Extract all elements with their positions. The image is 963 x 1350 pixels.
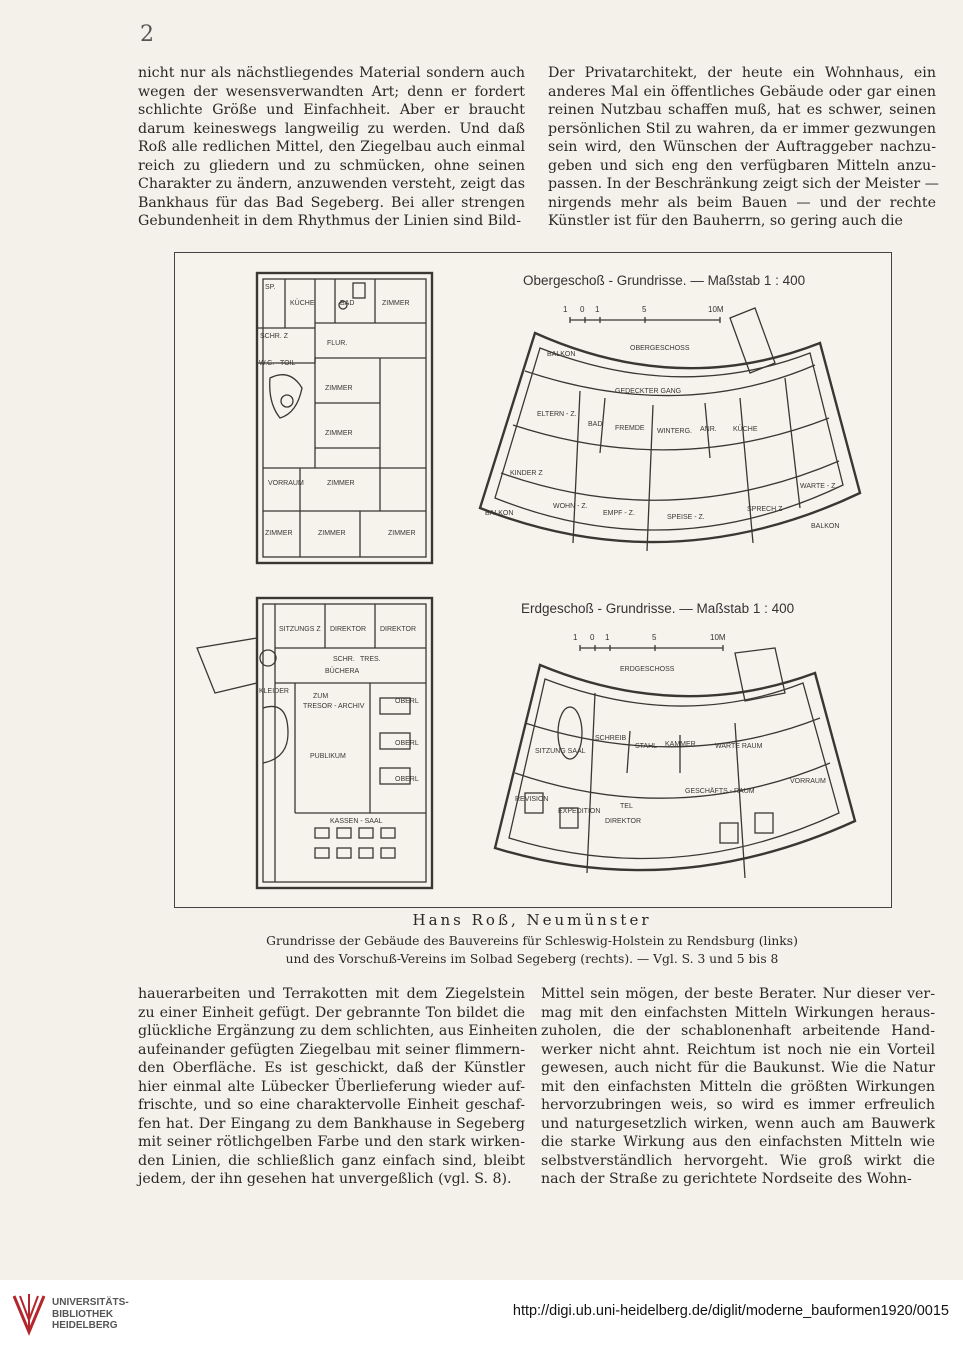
library-name-line: BIBLIOTHEK [52,1308,114,1320]
scale-mark: 1 [573,633,578,642]
text-line: passen. In der Beschränkung zeigt sich der Meister — [548,176,939,192]
svg-text:FREMDE: FREMDE [615,425,645,432]
svg-text:KLEIDER: KLEIDER [259,688,289,695]
column-top-right [548,64,939,231]
text-line: hervorzubringen weis, so wird es immer erfreulich [541,1097,935,1113]
svg-text:SPEISE - Z.: SPEISE - Z. [667,514,705,521]
svg-text:KÜCHE: KÜCHE [733,426,758,433]
svg-text:BALKON: BALKON [811,523,840,530]
footer [0,1280,963,1350]
text-line: werker nicht ahnt. Reichtum ist noch nie ein Vorteil [541,1041,935,1058]
svg-text:REVISION: REVISION [515,796,549,803]
svg-text:ZIMMER: ZIMMER [388,530,416,537]
text-line: zu einer Einheit gefügt. Der gebrannte Ton bildet die [138,1004,525,1021]
svg-text:KÜCHE: KÜCHE [290,300,315,307]
svg-text:TOIL: TOIL [280,360,296,367]
text-line: hauerarbeiten und Terrakotten mit dem Ziegelstein [138,986,525,1002]
caption-line: und des Vorschuß-Vereins im Solbad Segeberg (rechts). — Vgl. S. 3 und 5 bis 8 [285,952,779,966]
text-line: mit seiner rötlichgelben Farbe und den stark wirken- [138,1134,525,1150]
upper-plan-title: Obergeschoß - Grundrisse. — Maßstab 1 : 400 [523,273,806,288]
scale-mark: 10M [708,305,724,314]
scale-mark: 5 [652,633,657,642]
svg-text:TEL: TEL [620,803,633,810]
column-bottom-left [138,985,538,1189]
text-line: schlichte Größe und Einfachheit. Aber er braucht [138,102,525,118]
svg-text:WARTE RAUM: WARTE RAUM [715,743,763,750]
svg-text:TRES.: TRES. [360,656,381,663]
text-line: den Oberfläche. Es ist geschickt, daß der Künstler [138,1060,525,1076]
svg-text:BÜCHERA: BÜCHERA [325,668,360,675]
svg-text:WOHN - Z.: WOHN - Z. [553,503,588,510]
library-name [52,1297,129,1332]
text-line: frischte, und so eine charaktervolle Einheit geschaf- [138,1097,525,1113]
scale-mark: 0 [580,305,585,314]
scale-mark: 1 [595,305,600,314]
floor-plan-figure [174,252,892,908]
caption-line: Grundrisse der Gebäude des Bauvereins für Schleswig-Holstein zu Rendsburg (links) [266,934,798,948]
svg-text:KINDER Z: KINDER Z [510,470,543,477]
svg-text:DIREKTOR: DIREKTOR [605,818,642,825]
text-line: Künstler ist für den Bauherrn, so gering auch die [548,213,903,229]
lower-plan-title: Erdgeschoß - Grundrisse. — Maßstab 1 : 400 [521,601,795,616]
svg-text:SCHR.: SCHR. [333,656,355,663]
svg-text:GEDECKTER GANG: GEDECKTER GANG [615,388,682,395]
library-name-line: UNIVERSITÄTS- [52,1297,129,1308]
text-line: die starke Wirkung aus den einfachsten Mitteln wie [541,1134,935,1150]
text-line: reinen Nutzbau schaffen muß, hat es schwer, seinen [548,102,936,118]
text-line: Mittel sein mögen, der beste Berater. Nur dieser ver- [541,986,935,1002]
text-line: Roß alle redlichen Mittel, den Ziegelbau auch einmal [138,139,525,155]
svg-text:W.C.: W.C. [259,360,275,367]
svg-text:OBERL: OBERL [395,698,419,705]
svg-text:PUBLIKUM: PUBLIKUM [310,753,346,760]
text-line: wegen der wesensverwandten Art; denn er fordert [138,83,525,100]
page-number: 2 [140,22,154,47]
text-line: und naturgesetzlich wirken, wenn auch am Bauwerk [541,1115,935,1132]
text-line: anderes Mal ein öffentliches Gebäude oder gar einen [548,83,936,100]
svg-text:DIREKTOR: DIREKTOR [380,626,417,633]
caption-architect: Hans Roß, Neumünster [412,911,652,929]
text-line: gewesen, auch nicht für die Baukunst. Wie die Natur [541,1060,935,1076]
svg-text:SPRECH Z: SPRECH Z [747,506,783,513]
svg-text:ZIMMER: ZIMMER [382,300,410,307]
text-line: jedem, der ihn gesehen hat unvergeßlich (vgl. S. 8). [138,1171,512,1187]
svg-text:KAMMER: KAMMER [665,741,696,748]
svg-text:EMPF - Z.: EMPF - Z. [603,510,635,517]
svg-text:SP.: SP. [265,284,276,291]
svg-text:BALKON: BALKON [485,510,514,517]
svg-text:KASSEN - SAAL: KASSEN - SAAL [330,818,383,825]
svg-text:SITZUNGS Z: SITZUNGS Z [279,626,321,633]
text-line: persönlichen Stil zu wahren, da er immer gezwungen [548,120,936,137]
text-line: sein wird, den Wünschen der Auftraggeber nachzu- [548,139,936,155]
text-line: nicht nur als nächstliegendes Material sondern auch [138,65,525,81]
plan-rendsburg-upper [257,273,432,563]
svg-text:OBERL: OBERL [395,776,419,783]
svg-text:BAD: BAD [588,421,603,428]
svg-text:STAHL: STAHL [635,743,658,750]
plan-segeberg-ground-labels [515,666,826,825]
scale-mark: 5 [642,305,647,314]
svg-text:GESCHÄFTS - RAUM: GESCHÄFTS - RAUM [685,788,755,795]
svg-text:TRESOR - ARCHIV: TRESOR - ARCHIV [303,703,365,710]
column-bottom-right [541,985,935,1189]
svg-text:OBERGESCHOSS: OBERGESCHOSS [630,345,690,352]
library-name-line: HEIDELBERG [52,1320,118,1331]
text-line: Bankhaus für das Bad Segeberg. Bei aller strengen [138,194,525,211]
svg-text:ZIMMER: ZIMMER [325,385,353,392]
text-line: Gebundenheit in dem Rhythmus der Linien sind Bild- [138,213,522,229]
svg-text:DIREKTOR: DIREKTOR [330,626,367,633]
floor-plans-drawing [175,253,891,907]
text-line: mag mit den einfachsten Mitteln Wirkungen heraus- [541,1004,935,1021]
svg-text:ELTERN - Z.: ELTERN - Z. [537,411,577,418]
svg-text:SITZUNG SAAL: SITZUNG SAAL [535,748,586,755]
plan-segeberg-ground [495,648,855,878]
svg-text:SCHR. Z: SCHR. Z [260,333,288,340]
text-line: Der Privatarchitekt, der heute ein Wohnhaus, ein [548,65,936,81]
text-line: selbstverständlich hervorgeht. Wie groß wirkt die [541,1152,935,1169]
text-line: geben und sich eng den verfügbaren Mitteln anzu- [548,157,936,174]
svg-text:WARTE - Z.: WARTE - Z. [800,483,838,490]
svg-text:BALKON: BALKON [547,351,576,358]
text-line: Charakter zu ändern, anzuwenden versteht, zeigt das [138,176,525,192]
svg-text:WINTERG.: WINTERG. [657,428,692,435]
svg-text:OBERL: OBERL [395,740,419,747]
text-line: nirgends mehr als beim Bauen — und der rechte [548,194,936,211]
svg-text:ZIMMER: ZIMMER [327,480,355,487]
svg-text:BAD: BAD [340,300,355,307]
svg-text:EXPEDITION: EXPEDITION [558,808,601,815]
svg-text:ANR.: ANR. [700,426,717,433]
scale-mark: 0 [590,633,595,642]
text-line: darum keineswegs langweilig zu werden. Und daß [138,120,525,137]
svg-text:ZIMMER: ZIMMER [325,430,353,437]
scale-mark: 1 [605,633,610,642]
text-line: aufeinander gefügten Ziegelbau mit seiner flimmern- [138,1041,525,1058]
svg-text:SCHREIB: SCHREIB [595,735,627,742]
text-line: nach der Straße zu gerichtete Nordseite des Wohn- [541,1171,912,1187]
svg-text:VORRAUM: VORRAUM [790,778,826,785]
plan-segeberg-upper-labels [485,345,839,530]
svg-text:VORRAUM: VORRAUM [268,480,304,487]
plan-rendsburg-upper-labels [259,284,416,537]
text-line: den Linien, die schließlich ganz einfach sind, bleibt [138,1152,525,1169]
text-line: hier einmal alte Lübecker Überlieferung wieder auf- [138,1078,525,1095]
svg-text:ERDGESCHOSS: ERDGESCHOSS [620,666,675,673]
text-line: zuholen, die der schablonenhaft arbeitende Hand- [541,1023,935,1039]
svg-text:ZIMMER: ZIMMER [265,530,293,537]
svg-text:ZUM: ZUM [313,693,329,700]
column-top-left [138,64,525,231]
text-line: mit den einfachsten Mitteln die größten Wirkungen [541,1078,935,1095]
text-line: fen hat. Der Eingang zu dem Bankhause in Segeberg [138,1115,525,1132]
library-logo-icon [12,1292,46,1336]
scale-mark: 1 [563,305,568,314]
svg-text:FLUR.: FLUR. [327,340,348,347]
source-url-link[interactable]: http://digi.ub.uni-heidelberg.de/diglit/moderne_bauformen1920/0015 [512,1303,949,1319]
scale-mark: 10M [710,633,726,642]
text-line: reich zu gliedern und zu schmücken, ohne seinen [138,157,525,174]
plan-rendsburg-ground-labels [259,626,419,825]
text-line: glückliche Ergänzung zu dem schlichten, aus Einheiten [138,1023,538,1039]
svg-text:ZIMMER: ZIMMER [318,530,346,537]
